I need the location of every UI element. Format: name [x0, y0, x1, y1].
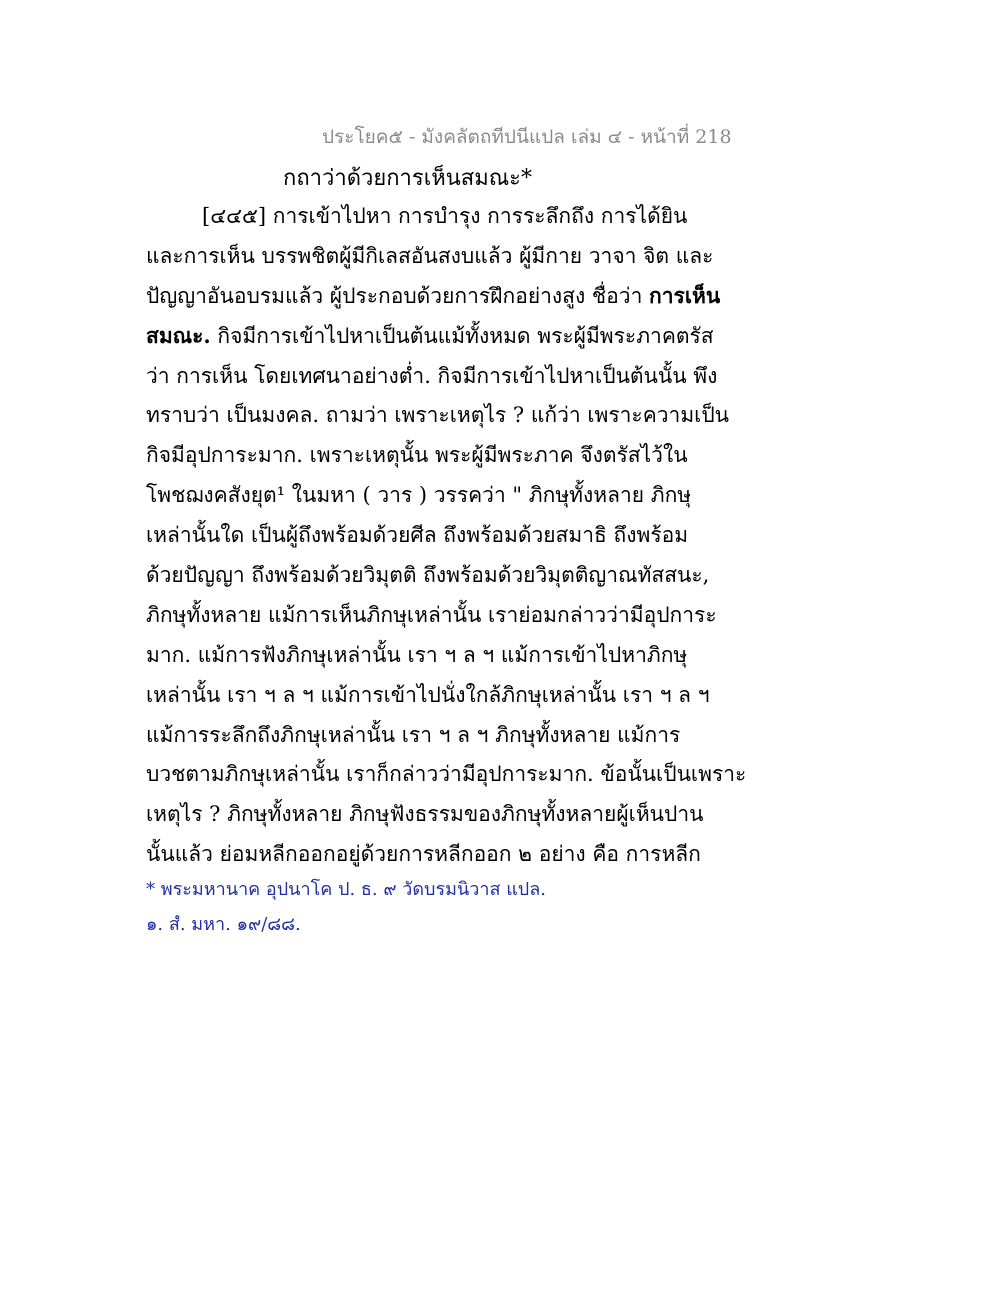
section-title: กถาว่าด้วยการเห็นสมณะ*: [283, 166, 532, 191]
paragraph-line: [146, 280, 721, 320]
paragraph-line: เหตุไร ? ภิกษุทั้งหลาย ภิกษุฟังธรรมของภิกษุทั้งหลายผู้เห็นปาน: [146, 802, 704, 827]
paragraph-line: ภิกษุทั้งหลาย แม้การเห็นภิกษุเหล่านั้น เราย่อมกล่าวว่ามีอุปการะ: [146, 602, 717, 627]
paragraph-line: [146, 320, 714, 360]
paragraph-line: ทราบว่า เป็นมงคล. ถามว่า เพราะเหตุไร ? แก้ว่า เพราะความเป็น: [146, 403, 730, 428]
body-paragraph: [146, 200, 747, 878]
paragraph-line: โพชฌงคสังยุต¹ ในมหา ( วาร ) วรรคว่า " ภิกษุทั้งหลาย ภิกษุ: [146, 483, 692, 508]
bold-term: สมณะ.: [146, 322, 211, 348]
paragraph-line: นั้นแล้ว ย่อมหลีกออกอยู่ด้วยการหลีกออก ๒ อย่าง คือ การหลีก: [146, 842, 701, 867]
paragraph-text: กิจมีการเข้าไปหาเป็นต้นแม้ทั้งหมด พระผู้มีพระภาคตรัส: [210, 323, 714, 348]
page-header: ประโยค๕ - มังคลัตถทีปนีแปล เล่ม ๔ - หน้าที่ 218: [322, 126, 732, 148]
paragraph-line: บวชตามภิกษุเหล่านั้น เราก็กล่าวว่ามีอุปการะมาก. ข้อนั้นเป็นเพราะ: [146, 762, 747, 787]
footnote-reference: ๑. สํ. มหา. ๑๙/๘๘.: [146, 914, 301, 935]
paragraph-text: ปัญญาอันอบรมแล้ว ผู้ประกอบด้วยการฝึกอย่างสูง ชื่อว่า: [146, 283, 650, 308]
paragraph-line: กิจมีอุปการะมาก. เพราะเหตุนั้น พระผู้มีพระภาค จึงตรัสไว้ใน: [146, 443, 688, 468]
paragraph-line: [๔๔๕] การเข้าไปหา การบำรุง การระลึกถึง การได้ยิน: [202, 204, 688, 228]
footnote-translator: * พระมหานาค อุปนาโค ป. ธ. ๙ วัดบรมนิวาส แปล.: [146, 879, 546, 900]
bold-term: การเห็น: [649, 282, 721, 308]
paragraph-line: ด้วยปัญญา ถึงพร้อมด้วยวิมุตติ ถึงพร้อมด้วยวิมุตติญาณทัสสนะ,: [146, 563, 710, 588]
paragraph-line: มาก. แม้การฟังภิกษุเหล่านั้น เรา ฯ ล ฯ แม้การเข้าไปหาภิกษุ: [146, 642, 688, 667]
paragraph-line: เหล่านั้นใด เป็นผู้ถึงพร้อมด้วยศีล ถึงพร้อมด้วยสมาธิ ถึงพร้อม: [146, 523, 689, 548]
paragraph-line: และการเห็น บรรพชิตผู้มีกิเลสอันสงบแล้ว ผู้มีกาย วาจา จิต และ: [146, 243, 714, 268]
paragraph-line: แม้การระลึกถึงภิกษุเหล่านั้น เรา ฯ ล ฯ ภิกษุทั้งหลาย แม้การ: [146, 722, 681, 747]
paragraph-line: ว่า การเห็น โดยเทศนาอย่างต่ำ. กิจมีการเข้าไปหาเป็นต้นนั้น พึง: [146, 363, 718, 388]
paragraph-line: เหล่านั้น เรา ฯ ล ฯ แม้การเข้าไปนั่งใกล้ภิกษุเหล่านั้น เรา ฯ ล ฯ: [146, 682, 710, 707]
footnotes: [146, 876, 546, 946]
